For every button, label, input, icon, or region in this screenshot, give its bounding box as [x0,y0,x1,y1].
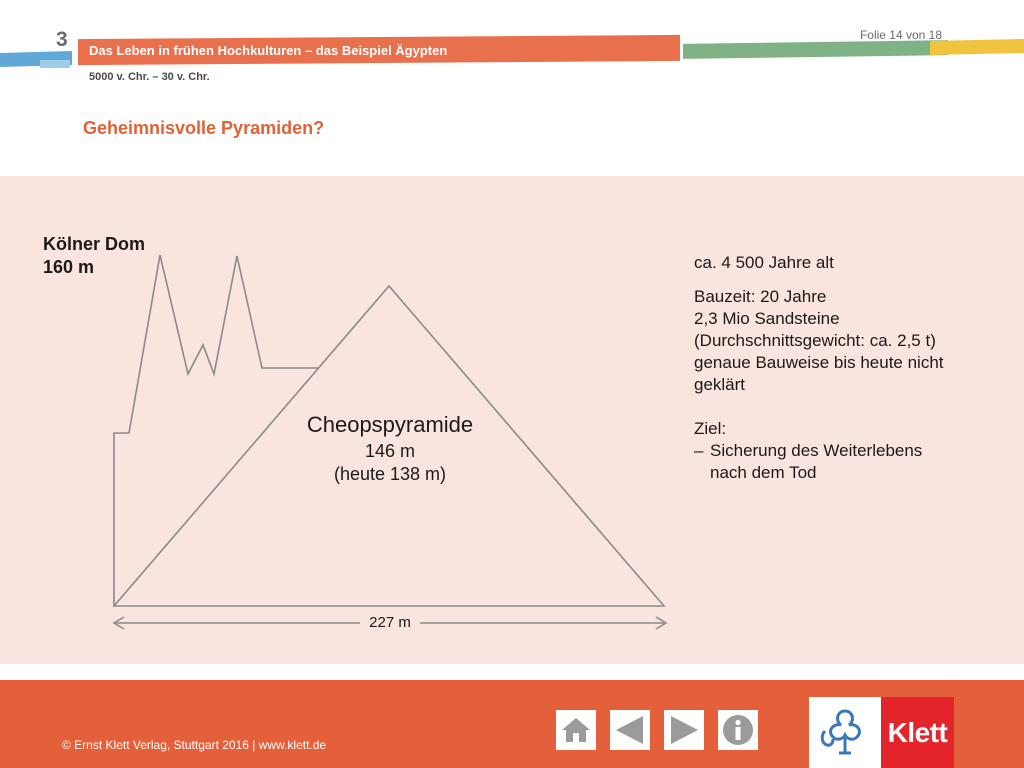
info-icon [721,713,755,747]
facts-panel [694,252,1014,484]
klett-wordmark: Klett [881,697,954,768]
spacer [694,274,1014,286]
goal-item [694,440,1014,484]
fact-line: geklärt [694,375,746,394]
pyramid-height-today: (heute 138 m) [333,464,447,484]
header-subtitle: 5000 v. Chr. – 30 v. Chr. [89,71,210,83]
header-stripe-green [683,40,948,59]
header-title: Das Leben in frühen Hochkulturen – das Beispiel Ägypten [89,43,448,58]
home-icon [560,714,592,746]
arrow-left-icon [613,713,647,747]
goal-label: Ziel: [694,419,727,438]
home-button[interactable] [556,710,596,750]
goal-text [710,440,922,484]
pyramid-name: Cheopspyramide [306,412,474,437]
cathedral-height: 160 m [43,257,95,277]
fact-line: (Durchschnittsgewicht: ca. 2,5 t) [694,331,936,350]
cathedral-outline [114,255,318,606]
pyramid-height: 146 m [364,441,416,461]
header-stripe-light-blue [40,60,70,68]
slide-heading: Geheimnisvolle Pyramiden? [83,118,325,138]
klett-logo [809,697,954,768]
fact-line: Bauzeit: 20 Jahre [694,287,827,306]
fact-line: genaue Bauweise bis heute nicht [694,353,944,372]
chapter-number: 3 [56,28,68,51]
goal-line: Sicherung des Weiterlebens [710,441,923,460]
header-stripe-yellow [930,39,1024,55]
base-width-label: 227 m [360,614,420,631]
klett-clover-icon [809,697,881,768]
slide-counter: Folie 14 von 18 [859,28,942,42]
next-slide-button[interactable] [664,710,704,750]
copyright: © Ernst Klett Verlag, Stuttgart 2016 | www.klett.de [62,738,327,752]
goal-dash: – [694,441,704,460]
goal-line: nach dem Tod [710,463,817,482]
cathedral-label [43,233,145,279]
spacer [694,396,1014,418]
cathedral-name: Kölner Dom [43,234,146,254]
info-button[interactable] [718,710,758,750]
fact-line: 2,3 Mio Sandsteine [694,309,840,328]
arrow-right-icon [667,713,701,747]
fact-age: ca. 4 500 Jahre alt [694,253,834,272]
previous-slide-button[interactable] [610,710,650,750]
